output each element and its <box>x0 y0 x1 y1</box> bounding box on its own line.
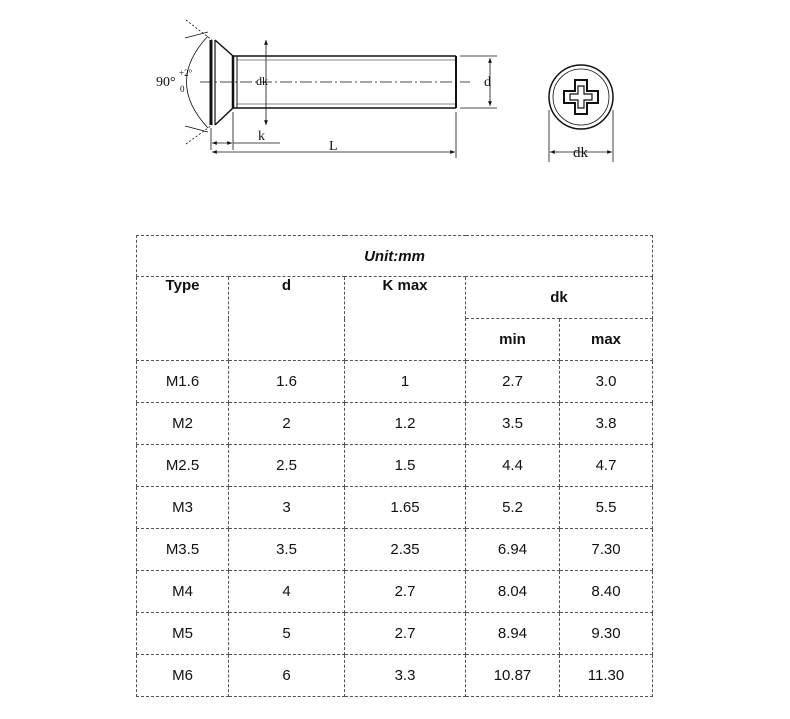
table-row <box>137 445 653 487</box>
unit-row <box>137 236 653 277</box>
cell-d: 1.6 <box>229 361 345 403</box>
cell-dk-max: 5.5 <box>560 487 653 529</box>
cell-kmax: 2.7 <box>345 613 466 655</box>
k-label: k <box>258 129 265 144</box>
cell-type: M2 <box>137 403 229 445</box>
cell-d: 2.5 <box>229 445 345 487</box>
unit-label: Unit:mm <box>137 236 653 277</box>
header-dk: dk <box>466 277 653 319</box>
cell-d: 3.5 <box>229 529 345 571</box>
angle-label: 90° <box>156 75 176 90</box>
screw-side-view <box>200 40 470 125</box>
cell-kmax: 2.35 <box>345 529 466 571</box>
cell-dk-max: 4.7 <box>560 445 653 487</box>
cell-dk-min: 5.2 <box>466 487 560 529</box>
cell-type: M6 <box>137 655 229 697</box>
header-d: d <box>229 277 345 361</box>
cell-d: 6 <box>229 655 345 697</box>
cell-dk-min: 4.4 <box>466 445 560 487</box>
cell-dk-max: 3.8 <box>560 403 653 445</box>
screw-technical-drawing <box>0 0 790 200</box>
dk-side-label: dk <box>256 74 268 88</box>
cell-dk-min: 3.5 <box>466 403 560 445</box>
table-row <box>137 613 653 655</box>
cell-type: M1.6 <box>137 361 229 403</box>
cell-dk-max: 8.40 <box>560 571 653 613</box>
cell-kmax: 1 <box>345 361 466 403</box>
dk-front-label: dk <box>573 145 588 161</box>
cell-type: M4 <box>137 571 229 613</box>
cell-dk-min: 10.87 <box>466 655 560 697</box>
cell-dk-min: 8.04 <box>466 571 560 613</box>
screw-spec-table <box>136 235 653 697</box>
cell-kmax: 2.7 <box>345 571 466 613</box>
cell-kmax: 1.5 <box>345 445 466 487</box>
cell-d: 4 <box>229 571 345 613</box>
cell-type: M5 <box>137 613 229 655</box>
table-row <box>137 361 653 403</box>
header-dk-min: min <box>466 319 560 361</box>
cell-dk-max: 9.30 <box>560 613 653 655</box>
cell-kmax: 3.3 <box>345 655 466 697</box>
cell-d: 3 <box>229 487 345 529</box>
header-dk-max: max <box>560 319 653 361</box>
angle-tolerance-zero: 0 <box>180 84 185 94</box>
header-kmax: K max <box>345 277 466 361</box>
cell-dk-max: 7.30 <box>560 529 653 571</box>
cell-dk-min: 2.7 <box>466 361 560 403</box>
header-row <box>137 277 653 319</box>
cell-d: 2 <box>229 403 345 445</box>
cell-dk-min: 6.94 <box>466 529 560 571</box>
cell-type: M3 <box>137 487 229 529</box>
cell-dk-max: 11.30 <box>560 655 653 697</box>
L-label: L <box>329 139 338 154</box>
header-type: Type <box>137 277 229 361</box>
cell-kmax: 1.2 <box>345 403 466 445</box>
angle-tolerance-plus: +2° <box>179 68 193 78</box>
table-row <box>137 655 653 697</box>
table-row <box>137 403 653 445</box>
table-row <box>137 487 653 529</box>
table-row <box>137 529 653 571</box>
cell-type: M2.5 <box>137 445 229 487</box>
d-label: d <box>484 75 491 90</box>
table-row <box>137 571 653 613</box>
cell-type: M3.5 <box>137 529 229 571</box>
k-dimension <box>211 112 280 150</box>
cell-d: 5 <box>229 613 345 655</box>
cell-kmax: 1.65 <box>345 487 466 529</box>
cell-dk-min: 8.94 <box>466 613 560 655</box>
cell-dk-max: 3.0 <box>560 361 653 403</box>
